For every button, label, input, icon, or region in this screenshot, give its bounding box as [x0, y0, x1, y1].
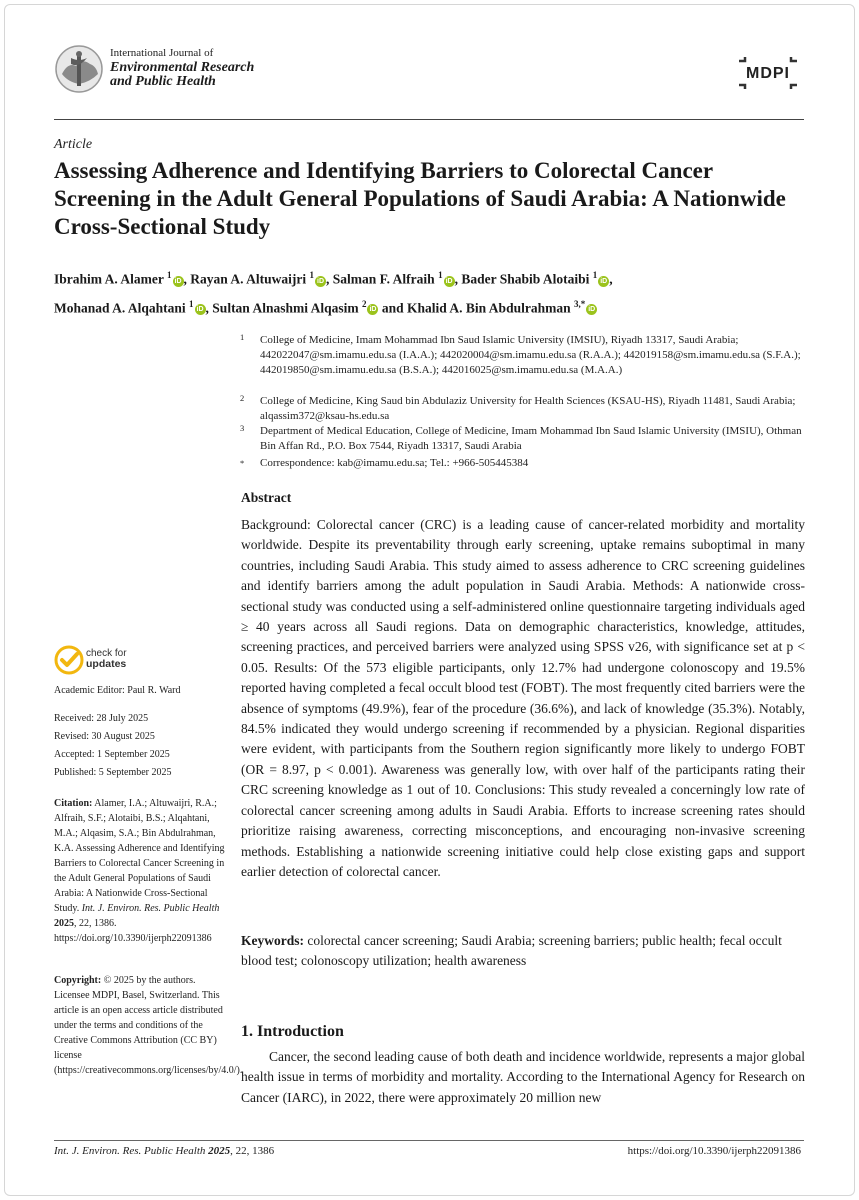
orcid-icon[interactable]: iD [174, 277, 182, 285]
publisher-logo [735, 57, 801, 89]
date-published: Published: 5 September 2025 [54, 767, 172, 778]
check-for-updates-icon[interactable] [54, 645, 84, 675]
academic-editor: Academic Editor: Paul R. Ward [54, 685, 181, 696]
affiliation-number: 1 [240, 332, 245, 342]
section-heading: 1. Introduction [241, 1023, 344, 1040]
journal-logo-icon [54, 44, 104, 94]
author-name: Sultan Alnashmi Alqasim [212, 300, 359, 315]
abstract-heading: Abstract [241, 490, 292, 505]
date-accepted: Accepted: 1 September 2025 [54, 749, 170, 760]
author-and: and [381, 300, 404, 315]
keywords-label: Keywords: [241, 933, 304, 948]
author-list: Ibrahim A. Alamer $^1$iD , Rayan A. Altuwaijri $^1$iD , Salman F. Alfraih $^1$iD , Bader Shabib Alotaibi $^1$iD , Mohanad A. Alqahtani $^1$iD , Sultan Alnashmi Alqasim $^2$iD and Khalid A. Bin Abdulrahman $^{3,*}$iD [54, 270, 613, 315]
footer-journal-name: Int. J. Environ. Res. Public Health [54, 1145, 206, 1157]
author-name: Salman F. Alfraih [332, 271, 435, 287]
intro-paragraph: Cancer, the second leading cause of both death and incidence worldwide, represents a major global health issue in terms of morbidity and mortality. According to the International Agency for Research on Cancer (IARC), in 2022, there were approximately 20 million new [241, 1049, 805, 1105]
author-affil-sup: 1 [438, 270, 443, 280]
check-for-updates[interactable] [86, 648, 127, 670]
author-affil-sup: 1 [592, 270, 598, 280]
author-affil-sup: 1 [167, 270, 172, 280]
orcid-icon[interactable]: iD [317, 277, 325, 285]
orcid-icon[interactable]: iD [196, 306, 204, 313]
copyright-label: Copyright: [54, 975, 102, 986]
journal-name-line3: and Public Health [110, 74, 216, 89]
affiliation-number: 3 [240, 423, 245, 433]
affiliation-text: Correspondence: kab@imamu.edu.sa; Tel.: +966-505445384 [260, 457, 529, 469]
author-name: Ibrahim A. Alamer [54, 271, 164, 287]
keywords [241, 931, 805, 972]
journal-name-line1: International Journal of [110, 47, 214, 59]
check-line2: updates [86, 658, 127, 670]
author-affil-sup: 1 [189, 298, 194, 309]
keywords-text: colorectal cancer screening; Saudi Arabia; screening barriers; public health; fecal occult blood test; colonoscopy utilization; health awareness [241, 933, 782, 969]
date-revised: Revised: 30 August 2025 [54, 731, 155, 742]
copyright-block [54, 973, 243, 1078]
author-affil-sup: 2 [361, 298, 367, 309]
journal-name-line2: Environmental Research [110, 60, 255, 75]
copyright-text: © 2025 by the authors. Licensee MDPI, Basel, Switzerland. This article is an open access article distributed under the terms and conditions of the Creative Commons Attribution (CC BY) license (https://creativecommons.org/licenses/by/4.0/). [54, 975, 243, 1076]
orcid-icon[interactable]: iD [369, 306, 377, 313]
author-affil-sup: 3,* [573, 298, 586, 309]
affiliation-text: College of Medicine, Imam Mohammad Ibn Saud Islamic University (IMSIU), Riyadh 13317, Saudi Arabia; 442022047@sm.imamu.edu.sa (I.A.A.); 442020004@sm.imamu.edu.sa (R.A.A.); 442019158@sm.imamu.edu.sa (S.F.A.); 442019850@sm.imamu.edu.sa (B.S.A.); 442016025@sm.imamu.edu.sa (M.A.A.) [260, 334, 801, 376]
footer-doi-link[interactable]: https://doi.org/10.3390/ijerph22091386 [627, 1145, 801, 1157]
author-name: Khalid A. Bin Abdulrahman [407, 300, 571, 315]
citation-block [54, 796, 226, 946]
abstract-body: Background: Colorectal cancer (CRC) is a leading cause of cancer-related morbidity and mortality worldwide. Despite its preventability through early screening, uptake remains suboptimal in many countries, including Saudi Arabia. This study aimed to assess adherence to CRC screening guidelines and identify barriers among the adult population in Saudi Arabia. Methods: A nationwide cross-sectional study was conducted using a self-administered online questionnaire targeting individuals aged ≥ 40 years across all Saudi regions. Data on demographic characteristics, knowledge, attitudes, screening practices, and perceived barriers were analyzed using SPSS v26, with significance set at p < 0.05. Results: Of the 573 eligible participants, only 12.7% had undergone colonoscopy and 19.5% reported having completed a fecal occult blood test (FOBT). The most frequently cited barriers were the absence of symptoms (49.9%), fear of the procedure (36.6%), and lack of knowledge (35.3%). Notably, 84.5% indicated they would undergo screening if recommended by a physician. Regional disparities were evident, with participants from the Southern region significantly more likely to undergo FOBT (OR = 8.97, p < 0.001). Awareness was generally low, with over half of the participants rating their CRC screening knowledge as 1 out of 10. Conclusions: This study revealed a concerningly low rate of colorectal cancer screening among adults in Saudi Arabia. Efforts to increase screening rates should prioritize raising awareness, correcting misconceptions, and encouraging non-invasive screening methods. Establishing a nationwide screening initiative could help close existing gaps and support earlier detection of colorectal cancer. [241, 517, 805, 879]
affiliation-text: Department of Medical Education, College of Medicine, Imam Mohammad Ibn Saud Islamic University (IMSIU), Othman Bin Affan Rd., P.O. Box 7544, Riyadh 13317, Saudi Arabia [260, 425, 802, 452]
check-line1: check for [86, 648, 127, 659]
article-type: Article [54, 137, 93, 152]
header-divider [54, 119, 804, 120]
footer-year: 2025 [208, 1145, 231, 1157]
footer-volume: , 22, 1386 [230, 1145, 275, 1157]
orcid-icon[interactable]: iD [445, 277, 453, 285]
citation-tail[interactable]: , 22, 1386. https://doi.org/10.3390/ijerph22091386 [54, 918, 212, 944]
orcid-icon[interactable]: iD [588, 306, 596, 313]
affiliation-number: 2 [240, 393, 245, 403]
citation-label: Citation: [54, 798, 93, 809]
citation-journal: Int. J. Environ. Res. Public Health [81, 903, 220, 914]
author-affil-sup: 1 [309, 270, 315, 280]
article-title: Assessing Adherence and Identifying Barriers to Colorectal Cancer Screening in the Adult General Populations of Saudi Arabia: A Nationwide Cross-Sectional Study [54, 158, 786, 239]
footer-divider [54, 1140, 804, 1141]
journal-name [110, 46, 254, 89]
citation-text: Alamer, I.A.; Altuwaijri, R.A.; Alfraih, S.F.; Alotaibi, B.S.; Alqahtani, M.A.; Alqasim, S.A.; Bin Abdulrahman, K.A. Assessing Adherence and Identifying Barriers to Colorectal Cancer Screening in the Adult General Populations of Saudi Arabia: A Nationwide Cross-Sectional Study. [54, 798, 225, 914]
author-name: Bader Shabib Alotaibi [461, 271, 590, 287]
author-name: Mohanad A. Alqahtani [54, 300, 186, 315]
affiliation-text: College of Medicine, King Saud bin Abdulaziz University for Health Sciences (KSAU-HS), Riyadh 11481, Saudi Arabia; alqassim372@ksau-hs.edu.sa [260, 395, 796, 422]
date-received: Received: 28 July 2025 [54, 713, 149, 724]
publisher-name: MDPI [746, 65, 790, 82]
author-name: Rayan A. Altuwaijri [190, 271, 307, 287]
citation-year: 2025 [54, 918, 74, 929]
orcid-icon[interactable]: iD [600, 277, 608, 285]
footer-journal [54, 1145, 274, 1157]
affiliation-number: * [240, 458, 245, 468]
